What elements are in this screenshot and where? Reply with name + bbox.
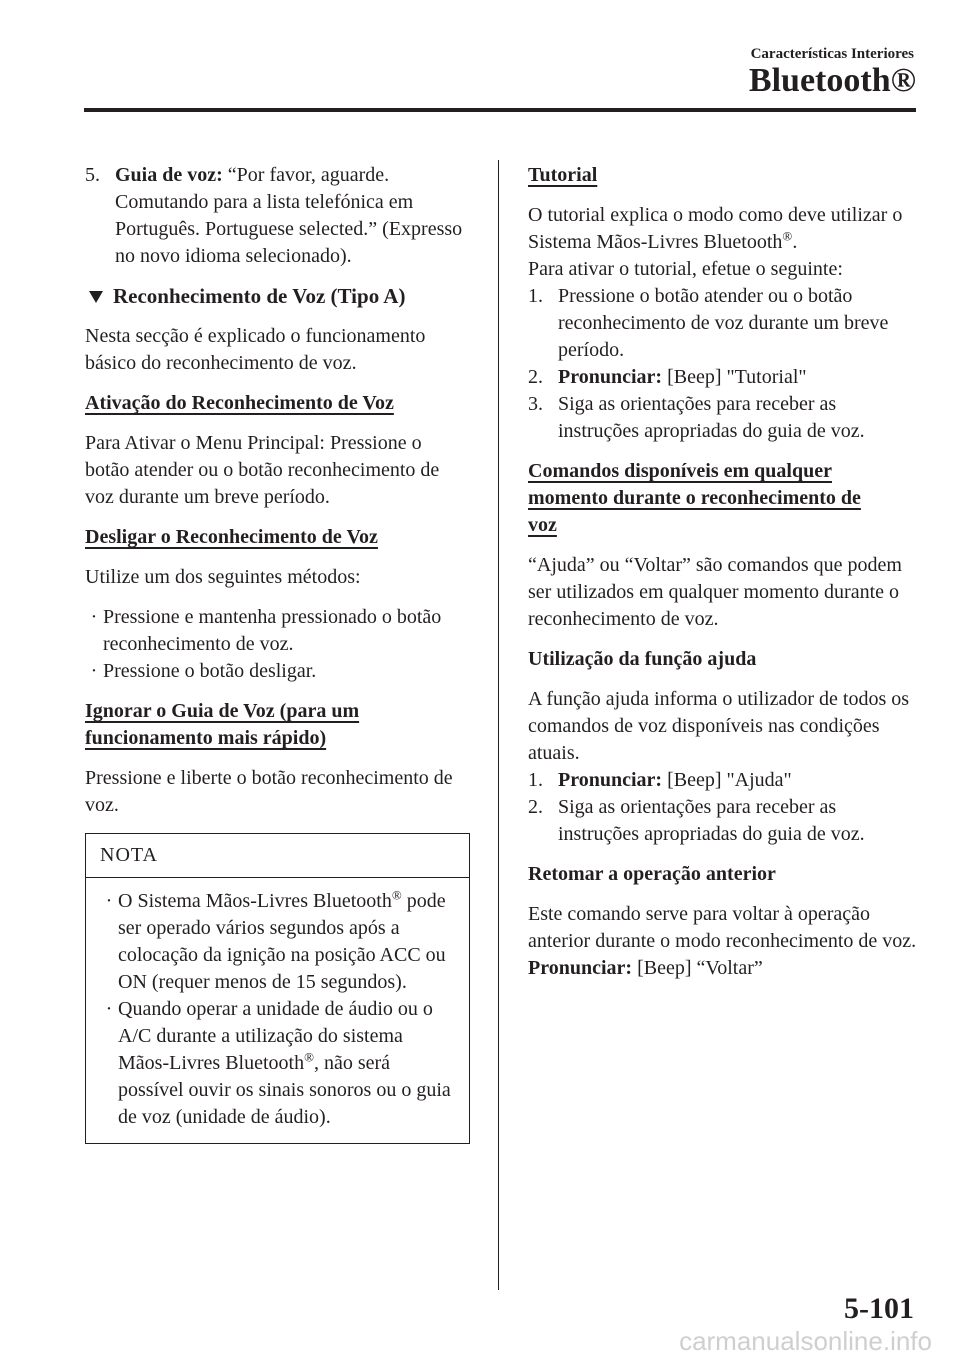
bullet-dot-icon: · [105,998,113,1020]
activation-paragraph: Para Ativar o Menu Principal: Pressione o botão atender ou o botão reconhecimento de voz durante um breve período. [85,432,440,508]
right-column [528,162,918,982]
note-body [86,878,469,1143]
note-heading: NOTA [86,834,469,878]
tutorial-activate: Para ativar o tutorial, efetue o seguinte: [528,258,843,280]
commands-heading-line2: momento durante o reconhecimento de [528,487,861,509]
back-command: Pronunciar: [Beep] “Voltar” [528,957,763,979]
activation-heading: Ativação do Reconhecimento de Voz [85,392,394,414]
bullet-dot-icon: · [90,660,98,682]
help-heading: Utilização da função ajuda [528,648,757,670]
list-item-text: Pressione o botão desligar. [103,660,317,682]
off-heading: Desligar o Reconhecimento de Voz [85,526,378,548]
tutorial-paragraph: O tutorial explica o modo como deve utilizar o Sistema Mãos-Livres Bluetooth®. [528,204,903,253]
help-step-2: 2. Siga as orientações para receber as instruções apropriadas do guia de voz. [528,796,865,845]
commands-heading-line1: Comandos disponíveis em qualquer [528,460,832,482]
section-title: Reconhecimento de Voz (Tipo A) [113,284,406,308]
back-heading: Retomar a operação anterior [528,863,776,885]
note-item-text: Quando operar a unidade de áudio ou o A/C durante a utilização do sistema Mãos-Livres Bluetooth®, não será possível ouvir os sinais sonoros ou o guia de voz (unidade de áudio). [118,998,451,1128]
note-box [85,833,470,1144]
bullet-dot-icon: · [90,606,98,628]
skip-heading-line1: Ignorar o Guia de Voz (para um [85,700,360,722]
step-text [115,162,470,270]
tutorial-step-1: 1. Pressione o botão atender ou o botão reconhecimento de voz durante um breve período. [528,285,889,361]
tutorial-step-2: 2. Pronunciar: [Beep] "Tutorial" [528,366,807,388]
page-number: 5-101 [844,1292,914,1325]
header-section: Características Interiores [750,46,914,62]
triangle-marker-icon [89,291,103,303]
list-item-text: Pressione e mantenha pressionado o botão reconhecimento de voz. [103,606,442,655]
help-paragraph: A função ajuda informa o utilizador de todos os comandos de voz disponíveis nas condições atuais. [528,688,910,764]
registered-mark: ® [304,1049,314,1065]
note-item [100,888,455,996]
off-intro: Utilize um dos seguintes métodos: [85,566,361,588]
skip-paragraph: Pressione e liberte o botão reconhecimento de voz. [85,767,453,816]
note-item-text: O Sistema Mãos-Livres Bluetooth® pode ser operado vários segundos após a colocação da ignição na posição ACC ou ON (requer menos de 15 segundos). [118,887,446,993]
section-heading [85,283,470,310]
help-step-1: 1. Pronunciar: [Beep] "Ajuda" [528,769,792,791]
watermark: carmanualsonline.info [679,1326,932,1356]
note-item [100,996,455,1131]
list-item [85,604,470,658]
registered-mark: ® [782,228,793,244]
back-paragraph: Este comando serve para voltar à operação anterior durante o modo reconhecimento de voz. [528,903,917,952]
step-label: Guia de voz: [115,164,223,186]
bullet-dot-icon: · [105,890,113,912]
registered-mark: ® [391,887,402,903]
left-column [85,162,470,1144]
commands-heading-line3: voz [528,514,557,536]
header-title: Bluetooth® [748,62,916,99]
header-rule [84,108,916,112]
tutorial-heading: Tutorial [528,164,598,186]
step-5 [85,162,470,270]
intro-paragraph: Nesta secção é explicado o funcionamento básico do reconhecimento de voz. [85,325,426,374]
tutorial-step-3: 3. Siga as orientações para receber as instruções apropriadas do guia de voz. [528,393,865,442]
skip-heading-line2: funcionamento mais rápido) [85,727,327,749]
step-number: 5. [85,164,100,186]
step-body: “Por favor, aguarde. Comutando para a lista telefónica em Português. Portuguese selected.” (Expresso no novo idioma selecionado). [115,164,463,267]
commands-paragraph: “Ajuda” ou “Voltar” são comandos que podem ser utilizados em qualquer momento durante o reconhecimento de voz. [528,554,902,630]
column-divider [498,160,499,1290]
list-item [85,658,470,685]
